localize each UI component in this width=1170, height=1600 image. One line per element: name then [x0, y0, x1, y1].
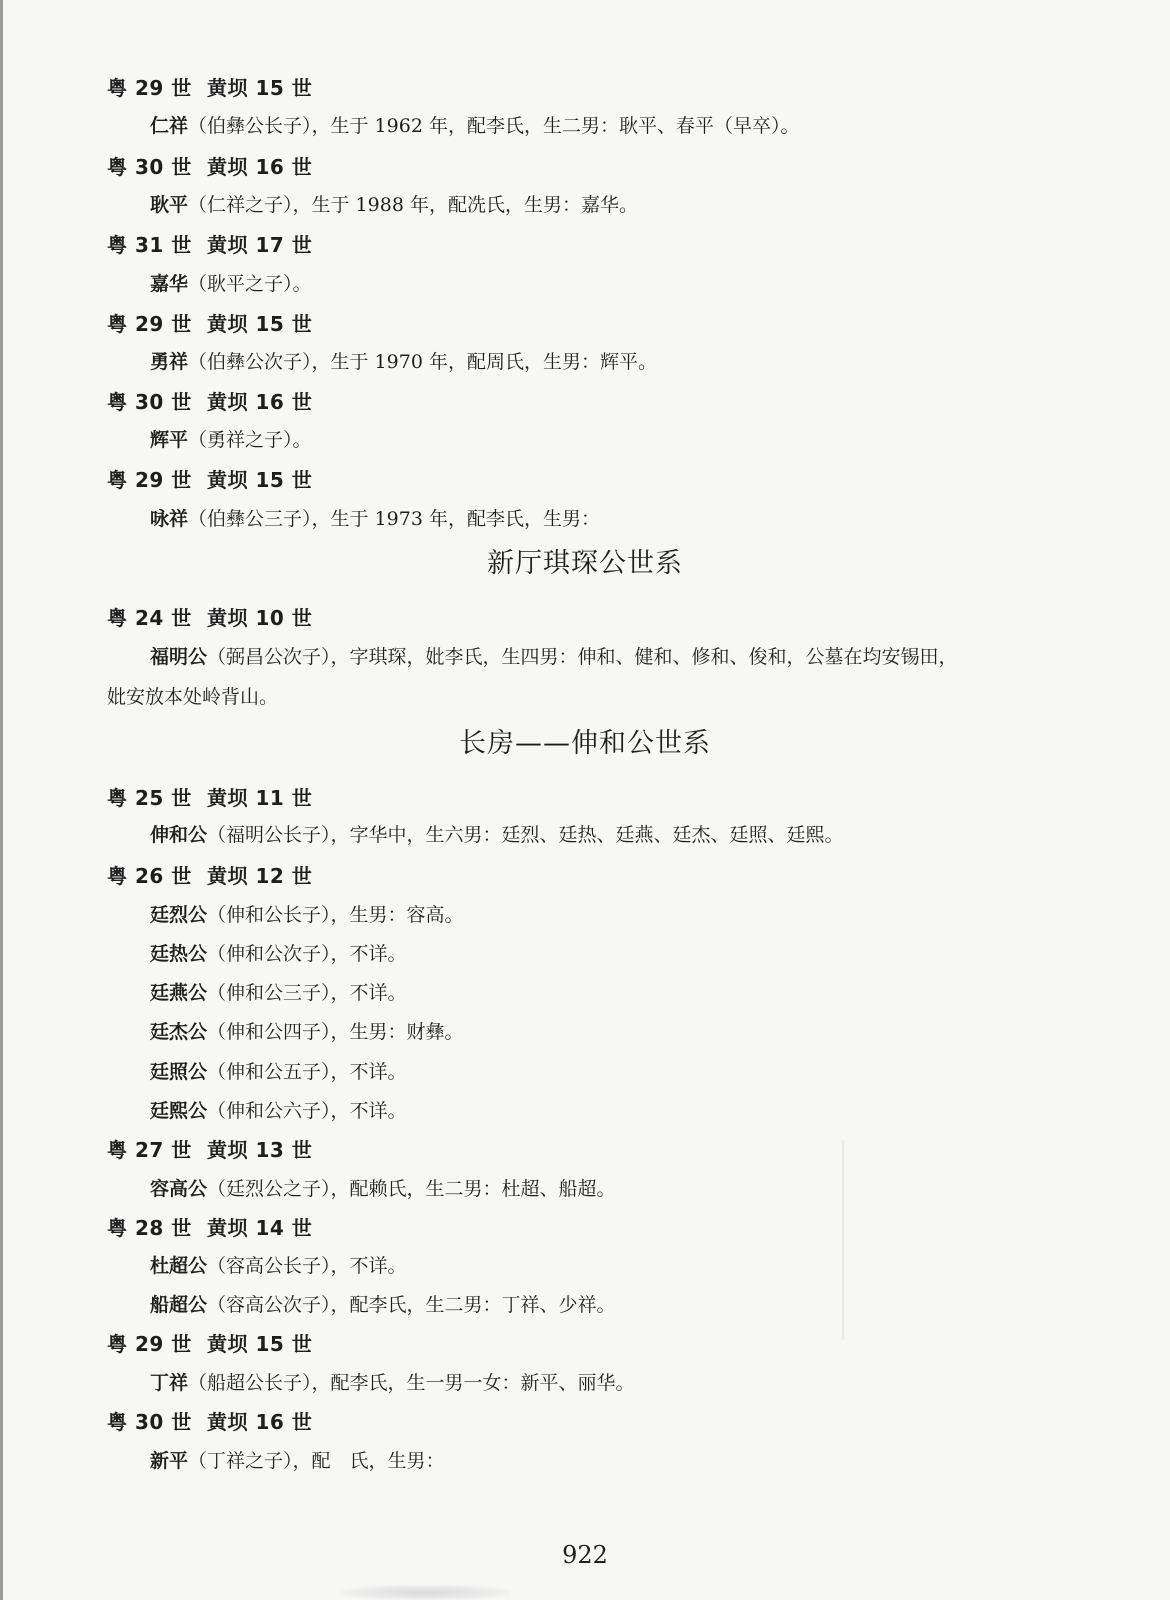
person-description: （勇祥之子）。	[188, 429, 312, 451]
person-description: （福明公长子），字华中，生六男：廷烈、廷热、廷燕、廷杰、廷照、廷熙。	[207, 824, 844, 846]
person-description: （船超公长子），配李氏，生一男一女：新平、丽华。	[188, 1372, 635, 1394]
person-entry	[150, 1452, 445, 1471]
person-name: 咏祥	[150, 508, 189, 530]
yue-generation: 粤 29 世	[107, 1332, 192, 1356]
entry-continuation: 妣安放本处岭背山。	[107, 686, 279, 708]
huangba-generation: 黄坝 15 世	[207, 312, 313, 336]
generation-heading	[107, 78, 312, 98]
huangba-generation: 黄坝 16 世	[207, 155, 313, 179]
huangba-generation: 黄坝 12 世	[207, 864, 313, 888]
page-number: 922	[562, 1541, 608, 1569]
person-name: 勇祥	[150, 351, 189, 373]
huangba-generation: 黄坝 16 世	[207, 390, 313, 414]
person-description: （伯彝公长子），生于 1962 年，配李氏，生二男：耿平、春平（早卒）。	[188, 115, 800, 137]
person-name: 廷杰公	[150, 1021, 208, 1043]
person-description: （伸和公六子），不详。	[207, 1100, 407, 1122]
person-entry	[150, 1102, 407, 1121]
yue-generation: 粤 29 世	[107, 312, 192, 336]
yue-generation: 粤 30 世	[107, 390, 192, 414]
generation-heading	[107, 314, 312, 334]
yue-generation: 粤 26 世	[107, 864, 192, 888]
yue-generation: 粤 25 世	[107, 786, 192, 810]
generation-heading	[107, 608, 312, 628]
person-description: （容高公长子），不详。	[207, 1255, 407, 1277]
person-entry	[150, 906, 464, 925]
person-name: 廷热公	[150, 943, 208, 965]
huangba-generation: 黄坝 15 世	[207, 468, 313, 492]
person-name: 廷燕公	[150, 982, 208, 1004]
person-entry	[150, 275, 312, 294]
person-description: （伸和公三子），不详。	[207, 982, 407, 1004]
person-entry	[150, 1180, 616, 1199]
section-title: 长房——伸和公世系	[459, 728, 711, 759]
person-name: 廷照公	[150, 1061, 208, 1083]
yue-generation: 粤 29 世	[107, 76, 192, 100]
generation-heading	[107, 788, 312, 808]
generation-heading	[107, 392, 312, 412]
person-description: （耿平之子）。	[188, 273, 312, 295]
generation-heading	[107, 235, 312, 255]
person-name: 仁祥	[150, 115, 189, 137]
generation-heading	[107, 1412, 312, 1432]
person-description: （伸和公四子），生男：财彝。	[207, 1021, 464, 1043]
person-description: （伸和公五子），不详。	[207, 1061, 407, 1083]
generation-heading	[107, 866, 312, 886]
huangba-generation: 黄坝 13 世	[207, 1138, 313, 1162]
person-entry	[150, 117, 799, 136]
person-entry	[150, 1257, 407, 1276]
person-entry	[150, 431, 312, 450]
yue-generation: 粤 30 世	[107, 1410, 192, 1434]
person-description: （廷烈公之子），配赖氏，生二男：杜超、船超。	[207, 1178, 616, 1200]
person-entry	[150, 353, 657, 372]
person-description: （伸和公长子），生男：容高。	[207, 904, 464, 926]
person-description: （伯彝公三子），生于 1973 年，配李氏，生男：	[188, 508, 600, 530]
yue-generation: 粤 29 世	[107, 468, 192, 492]
person-entry	[150, 1063, 407, 1082]
person-name: 耿平	[150, 194, 189, 216]
generation-heading	[107, 470, 312, 490]
person-entry	[150, 1374, 635, 1393]
person-entry	[150, 945, 407, 964]
person-name: 伸和公	[150, 824, 208, 846]
person-description: （仁祥之子），生于 1988 年，配冼氏，生男：嘉华。	[188, 194, 638, 216]
generation-heading	[107, 1140, 312, 1160]
yue-generation: 粤 28 世	[107, 1216, 192, 1240]
scan-edge	[0, 0, 3, 1600]
person-name: 辉平	[150, 429, 189, 451]
person-entry	[150, 196, 638, 215]
person-entry	[150, 984, 407, 1003]
person-entry	[150, 1023, 464, 1042]
person-description: （伸和公次子），不详。	[207, 943, 407, 965]
person-name: 丁祥	[150, 1372, 189, 1394]
person-name: 船超公	[150, 1294, 208, 1316]
person-entry	[150, 826, 844, 845]
yue-generation: 粤 27 世	[107, 1138, 192, 1162]
scan-smudge	[340, 1585, 510, 1600]
person-name: 廷烈公	[150, 904, 208, 926]
person-entry	[150, 510, 600, 529]
person-name: 新平	[150, 1450, 189, 1472]
person-entry	[150, 648, 958, 667]
yue-generation: 粤 31 世	[107, 233, 192, 257]
person-description: （丁祥之子），配 氏，生男：	[188, 1450, 445, 1472]
person-name: 廷熙公	[150, 1100, 208, 1122]
person-description: （弼昌公次子），字琪琛，妣李氏，生四男：伸和、健和、修和、俊和，公墓在均安锡田，	[207, 646, 958, 668]
generation-heading	[107, 157, 312, 177]
huangba-generation: 黄坝 17 世	[207, 233, 313, 257]
person-name: 福明公	[150, 646, 208, 668]
person-description: （容高公次子），配李氏，生二男：丁祥、少祥。	[207, 1294, 616, 1316]
person-description: （伯彝公次子），生于 1970 年，配周氏，生男：辉平。	[188, 351, 657, 373]
huangba-generation: 黄坝 10 世	[207, 606, 313, 630]
huangba-generation: 黄坝 14 世	[207, 1216, 313, 1240]
huangba-generation: 黄坝 11 世	[207, 786, 313, 810]
huangba-generation: 黄坝 16 世	[207, 1410, 313, 1434]
person-name: 杜超公	[150, 1255, 208, 1277]
yue-generation: 粤 30 世	[107, 155, 192, 179]
person-entry	[150, 1296, 616, 1315]
huangba-generation: 黄坝 15 世	[207, 76, 313, 100]
generation-heading	[107, 1334, 312, 1354]
generation-heading	[107, 1218, 312, 1238]
scan-shadow	[842, 1140, 844, 1340]
yue-generation: 粤 24 世	[107, 606, 192, 630]
person-name: 嘉华	[150, 273, 189, 295]
section-title: 新厅琪琛公世系	[487, 548, 683, 579]
person-name: 容高公	[150, 1178, 208, 1200]
huangba-generation: 黄坝 15 世	[207, 1332, 313, 1356]
